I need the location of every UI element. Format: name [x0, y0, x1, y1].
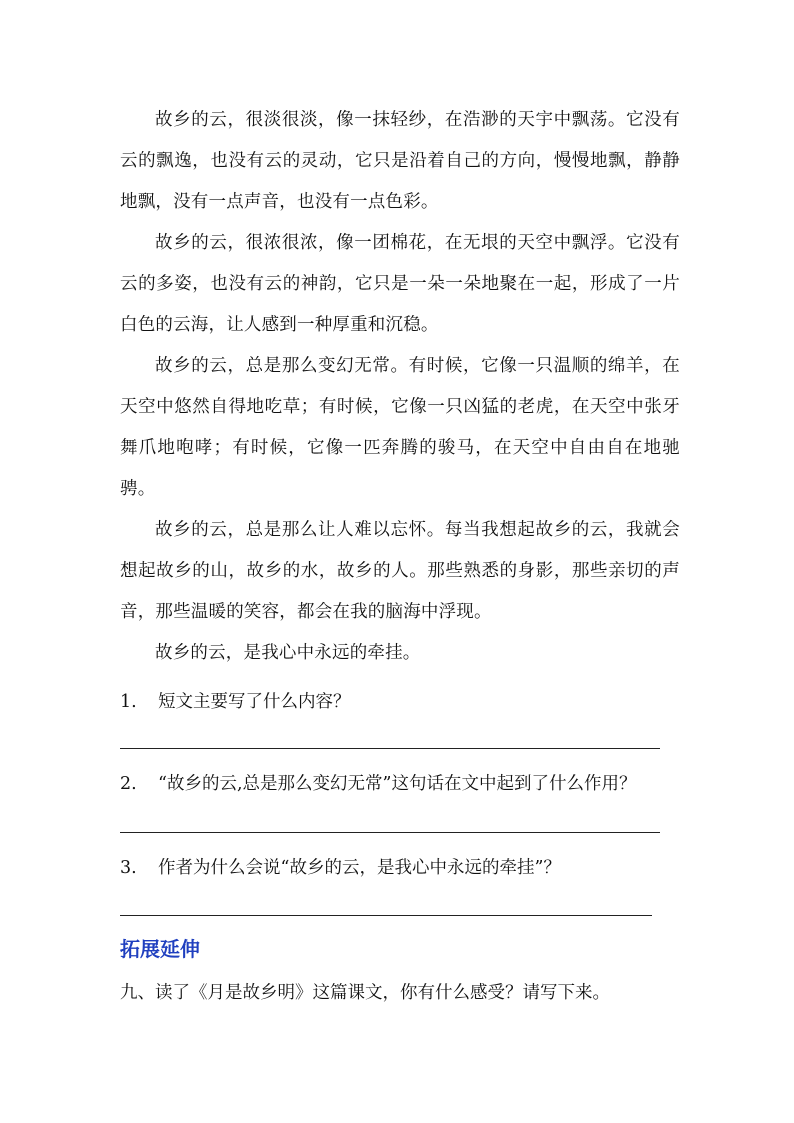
question-3-text: 作者为什么会说“故乡的云，是我心中永远的牵挂”？ [158, 858, 561, 878]
question-2 [120, 772, 690, 796]
section-heading: 拓展延伸 [120, 937, 200, 961]
question-2-text: “故乡的云,总是那么变幻无常”这句话在文中起到了什么作用？ [158, 774, 637, 794]
question-1 [120, 690, 690, 714]
task-nine: 九、读了《月是故乡明》这篇课文，你有什么感受？请写下来。 [120, 983, 610, 1003]
passage-paragraph-4: 故乡的云，总是那么让人难以忘怀。每当我想起故乡的云，我就会想起故乡的山，故乡的水，故乡的人。那些熟悉的身影，那些亲切的声音，那些温暖的笑容，都会在我的脑海中浮现。 [120, 520, 680, 622]
passage-paragraph-1: 故乡的云，很淡很淡，像一抹轻纱，在浩渺的天宇中飘荡。它没有云的飘逸，也没有云的灵动，它只是沿着自己的方向，慢慢地飘，静静地飘，没有一点声音，也没有一点色彩。 [120, 110, 680, 212]
question-1-number: 1. [120, 692, 137, 712]
passage-paragraph-5: 故乡的云，是我心中永远的牵挂。 [155, 643, 421, 663]
passage-paragraph-2: 故乡的云，很浓很浓，像一团棉花，在无垠的天空中飘浮。它没有云的多姿，也没有云的神韵，它只是一朵一朵地聚在一起，形成了一片白色的云海，让人感到一种厚重和沉稳。 [120, 233, 680, 335]
question-3-number: 3. [120, 858, 137, 878]
answer-line-3[interactable] [120, 915, 652, 916]
question-1-text: 短文主要写了什么内容？ [158, 692, 351, 712]
question-2-number: 2. [120, 774, 137, 794]
answer-line-2[interactable] [120, 832, 660, 833]
passage-paragraph-3: 故乡的云，总是那么变幻无常。有时候，它像一只温顺的绵羊，在天空中悠然自得地吃草；有时候，它像一只凶猛的老虎，在天空中张牙舞爪地咆哮；有时候，它像一匹奔腾的骏马，在天空中自由自在地驰骋。 [120, 356, 680, 499]
answer-line-1[interactable] [120, 748, 660, 749]
question-3 [120, 856, 690, 880]
